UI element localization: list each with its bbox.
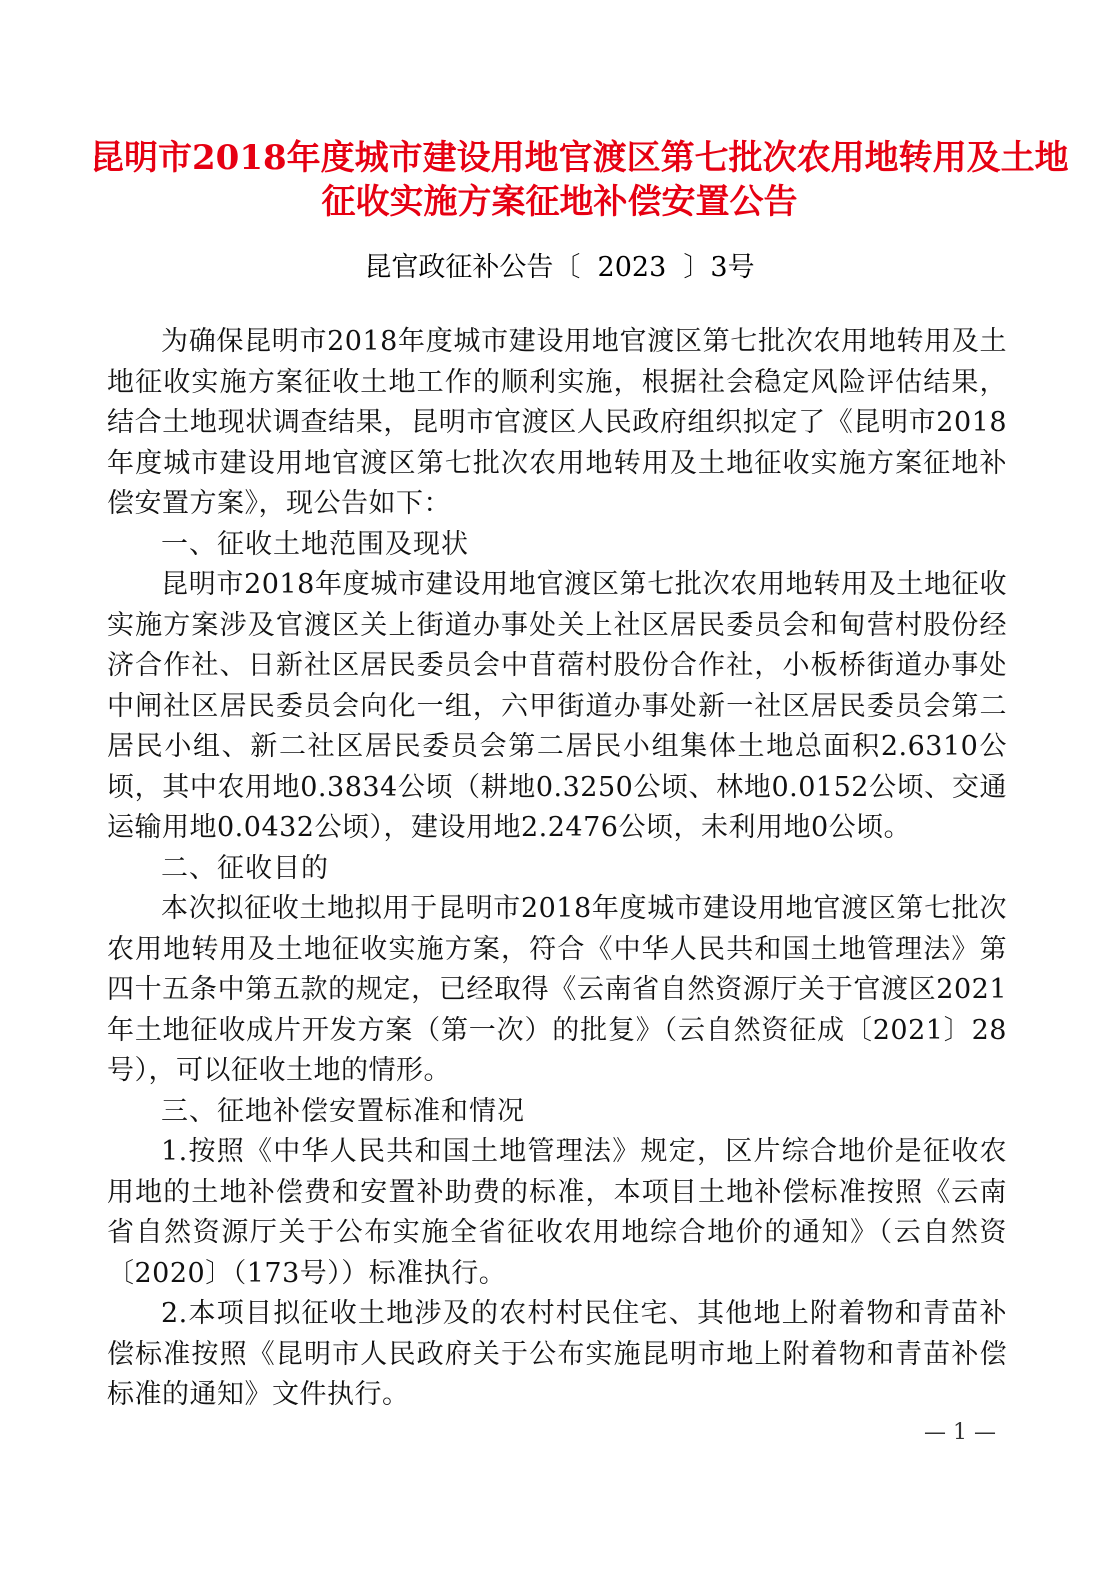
section-1-paragraph: 昆明市2018年度城市建设用地官渡区第七批次农用地转用及土地征收实施方案涉及官渡区关上街道办事处关上社区居民委员会和甸营村股份经济合作社、日新社区居民委员会中苜蓿村股份合作社，小板桥街道办事处中闸社区居民委员会向化一组，六甲街道办事处新一社区居民委员会第二居民小组、新二社区居民委员会第二居民小组集体土地总面积2.6310公顷，其中农用地0.3834公顷（耕地0.3250公顷、林地0.0152公顷、交通运输用地0.0432公顷），建设用地2.2476公顷，未利用地0公顷。 [107, 569, 1007, 843]
document-title [90, 136, 1069, 224]
section-heading-3: 三、征地补偿安置标准和情况 [161, 1095, 525, 1127]
title-line-2: 征收实施方案征地补偿安置公告 [321, 182, 798, 222]
section-heading-1: 一、征收土地范围及现状 [161, 528, 469, 560]
title-line-1: 昆明市2018年度城市建设用地官渡区第七批次农用地转用及土地 [90, 138, 1069, 178]
intro-paragraph: 为确保昆明市2018年度城市建设用地官渡区第七批次农用地转用及土地征收实施方案征收土地工作的顺利实施，根据社会稳定风险评估结果，结合土地现状调查结果，昆明市官渡区人民政府组织拟定了《昆明市2018年度城市建设用地官渡区第七批次农用地转用及土地征收实施方案征地补偿安置方案》，现公告如下： [107, 326, 1007, 519]
section-2-paragraph: 本次拟征收土地拟用于昆明市2018年度城市建设用地官渡区第七批次农用地转用及土地征收实施方案，符合《中华人民共和国土地管理法》第四十五条中第五款的规定，已经取得《云南省自然资源厅关于官渡区2021年土地征收成片开发方案（第一次）的批复》（云自然资征成〔2021〕28号），可以征收土地的情形。 [107, 893, 1007, 1086]
section-3-item-1: 1.按照《中华人民共和国土地管理法》规定，区片综合地价是征收农用地的土地补偿费和安置补助费的标准，本项目土地补偿标准按照《云南省自然资源厅关于公布实施全省征收农用地综合地价的通知》（云自然资〔2020〕（173号））标准执行。 [107, 1136, 1007, 1289]
page-number: — 1 — [924, 1420, 996, 1445]
section-heading-2: 二、征收目的 [161, 852, 329, 884]
document-body [107, 322, 1007, 1416]
section-3-item-2: 2.本项目拟征收土地涉及的农村村民住宅、其他地上附着物和青苗补偿标准按照《昆明市人民政府关于公布实施昆明市地上附着物和青苗补偿标准的通知》文件执行。 [107, 1298, 1007, 1410]
document-number: 昆官政征补公告〔 2023 〕3号 [364, 252, 755, 283]
